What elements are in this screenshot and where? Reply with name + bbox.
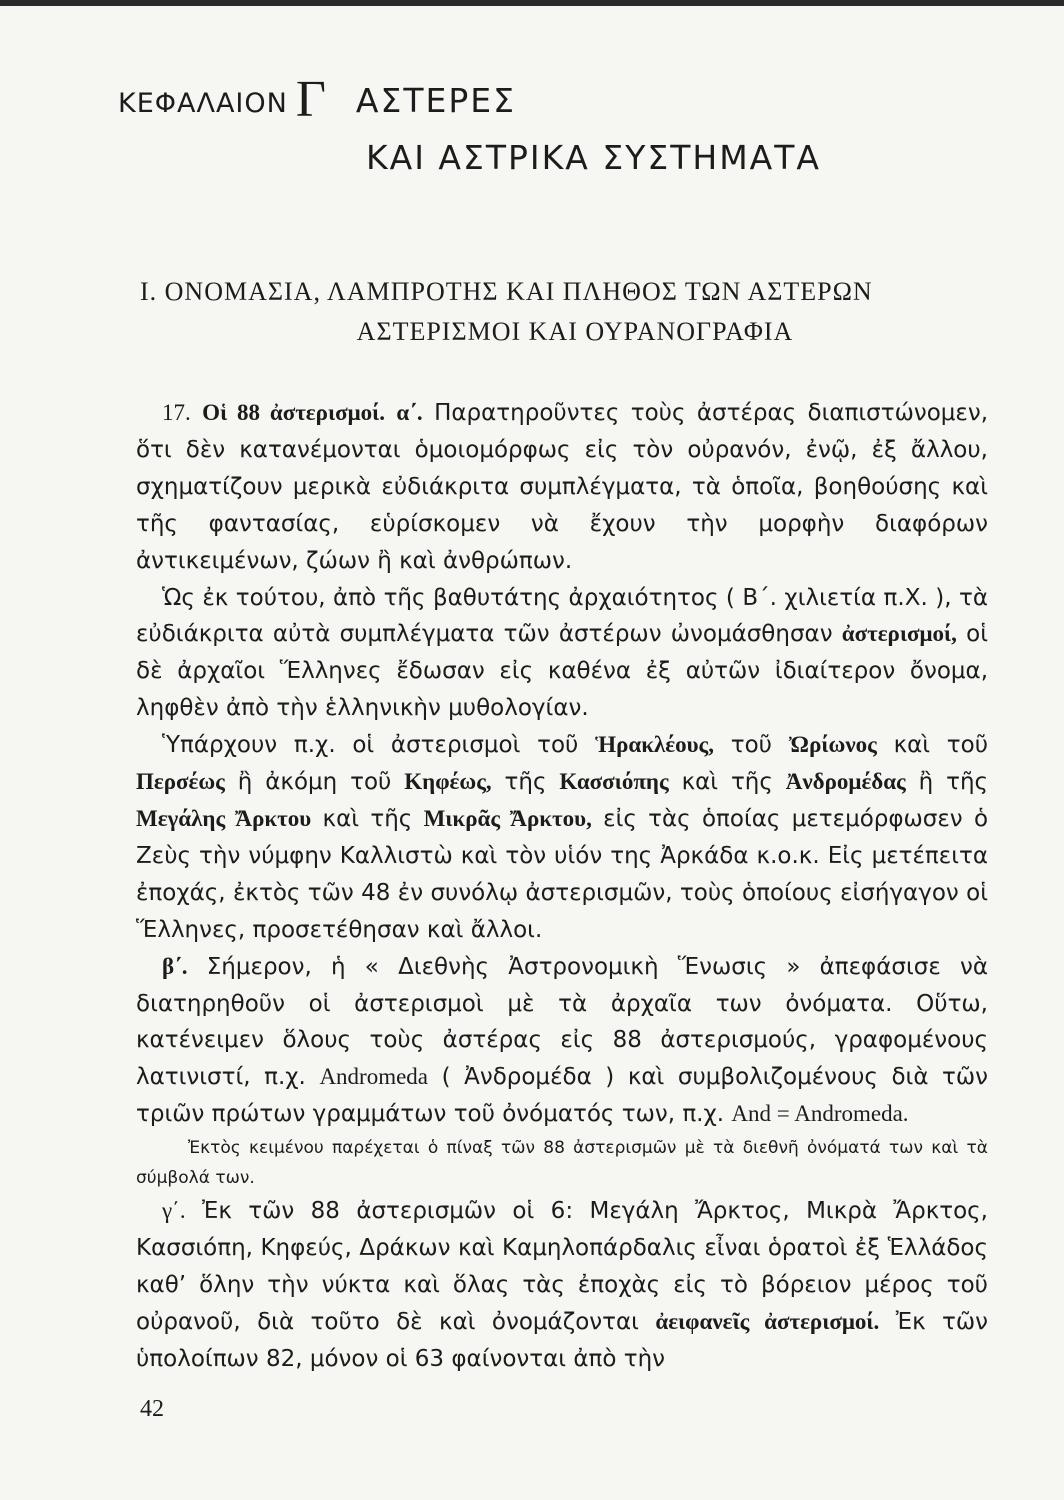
chapter-label: ΚΕΦΑΛΑΙΟΝ <box>118 88 288 119</box>
latin-term: Andromeda <box>319 1064 429 1090</box>
bold-term: Μικρᾶς Ἄρκτου, <box>423 805 592 831</box>
chapter-title-line1: ΑΣΤΕΡΕΣ <box>355 81 516 120</box>
table-note: Ἐκτὸς κειμένου παρέχεται ὁ πίναξ τῶν 88 ἀστερισμῶν μὲ τὰ διεθνῆ ὀνόματά των καὶ τὰ σύμβολά των. <box>136 1138 988 1189</box>
bold-term: Ἀνδρομέδας <box>785 769 906 795</box>
text-run: Ἐκ τῶν ὑπολοίπων 82, μόνον οἱ 63 φαίνονται ἀπὸ τὴν <box>136 1308 988 1372</box>
bold-term: ἀστερισμοί, <box>841 621 957 647</box>
bold-term: Μεγάλης Ἄρκτου <box>136 805 312 831</box>
paragraph-17-c <box>136 1193 988 1378</box>
bold-term: ἀειφανεῖς ἀστερισμοί. <box>655 1308 880 1334</box>
chapter-letter: Γ <box>295 71 326 128</box>
body-text <box>136 395 988 1378</box>
subsection-marker: α΄. <box>396 400 423 425</box>
page-number: 42 <box>140 1396 164 1422</box>
paragraph-text: Παρατηροῦντες τοὺς ἀστέρας διαπιστώνομεν, ὅτι δὲν κατανέμονται ὁμοιομόρφως εἰς τὸν οὐρανόν, ἐνῷ, ἐξ ἄλλου, σχηματίζουν μερικὰ εὐδιάκριτα συμπλέγματα, τὰ ὁποῖα, βοηθούσης καὶ τῆς φαντασίας, εὑρίσκομεν νὰ ἔχουν τὴν μορφὴν διαφόρων ἀντικειμένων, ζώων ἢ καὶ ἀνθρώπων. <box>136 400 989 574</box>
subsection-marker: β΄. <box>162 953 188 979</box>
text-run: εἰς τὰς ὁποίας μετεμόρφωσεν ὁ Ζεὺς τὴν νύμφην Καλλιστὼ καὶ τὸν υἱόν της Ἀρκάδα κ.ο.κ. Εἰς μετέπειτα ἐποχάς, ἐκτὸς τῶν 48 ἐν συνόλῳ ἀστερισμῶν, τοὺς ὁποίους εἰσήγαγον οἱ Ἕλληνες, προσετέθησαν καὶ ἄλλοι. <box>136 805 989 943</box>
bold-term: Ὠρίωνος <box>788 732 877 758</box>
paragraph-17-b <box>136 949 988 1134</box>
text-run: Ἐκ τῶν 88 ἀστερισμῶν οἱ 6: Μεγάλη Ἄρκτος, Μικρὰ Ἄρκτος, Κασσιόπη, Κηφεύς, Δράκων καὶ Καμηλοπάρδαλις εἶναι ὁρατοὶ ἐξ Ἑλλάδος καθ’ ὅλην τὴν νύκτα καὶ ὅλας τὰς ἐποχὰς εἰς τὸ βόρειον μέρος τοῦ οὐρανοῦ, διὰ τοῦτο δὲ καὶ ὀνομάζονται <box>136 1198 988 1335</box>
chapter-title-line2: ΚΑΙ ΑΣΤΡΙΚΑ ΣΥΣΤΗΜΑΤΑ <box>366 138 821 177</box>
text-run: τῆς <box>504 769 547 796</box>
paragraph-heading: Οἱ 88 ἀστερισμοί. <box>202 400 386 425</box>
text-run: Σήμερον, ἡ « Διεθνὴς Ἀστρονομικὴ Ἕνωσις » ἀπεφάσισε νὰ διατηρηθοῦν οἱ ἀστερισμοὶ μὲ τὰ ἀρχαῖα των ὀνόματα. Οὕτω, κατένειμεν ὅλους τοὺς ἀστέρας εἰς 88 ἀστερισμούς, γραφομένους λατινιστί, π.χ. <box>136 953 988 1091</box>
bold-term: Ἡρακλέους, <box>595 732 715 758</box>
bold-term: Κηφέως, <box>404 769 492 795</box>
subsection-marker: γ΄. <box>162 1198 186 1224</box>
text-run: τοῦ <box>730 732 772 759</box>
section-heading-line2: ΑΣΤΕΡΙΣΜΟΙ ΚΑΙ ΟΥΡΑΝΟΓΡΑΦΙΑ <box>356 317 794 346</box>
text-run: οἱ δὲ ἀρχαῖοι Ἕλληνες ἔδωσαν εἰς καθένα ἐξ αὐτῶν ἰδιαίτερον ὄνομα, ληφθὲν ἀπὸ τὴν ἑλληνικὴν μυθολογίαν. <box>136 621 988 722</box>
scan-top-edge <box>0 0 1064 6</box>
paragraph-constellations <box>136 727 988 948</box>
paragraph-number: 17. <box>162 400 191 425</box>
chapter-heading <box>118 70 516 129</box>
text-run: ( Ἀνδρομέδα ) καὶ συμβολιζομένους διὰ τῶν τριῶν πρώτων γραμμάτων τοῦ ὀνόματός των, π.χ. <box>136 1064 988 1128</box>
text-run: Ὡς ἐκ τούτου, ἀπὸ τῆς βαθυτάτης ἀρχαιότητος ( Β΄. χιλιετία π.Χ. ), τὰ εὐδιάκριτα αὐτὰ συμπλέγματα τῶν ἀστέρων ὠνομάσθησαν <box>136 584 988 648</box>
text-run: ἢ τῆς <box>918 769 989 796</box>
text-run: καὶ τῆς <box>681 769 773 796</box>
text-run: καὶ τῆς <box>322 805 413 832</box>
text-run: καὶ τοῦ <box>893 732 989 759</box>
text-run: ἢ ἀκόμη τοῦ <box>237 769 392 796</box>
paragraph-17-a <box>136 395 988 580</box>
bold-term: Περσέως <box>136 769 225 795</box>
section-heading-line1: I. ΟΝΟΜΑΣΙΑ, ΛΑΜΠΡΟΤΗΣ ΚΑΙ ΠΛΗΘΟΣ ΤΩΝ ΑΣΤΕΡΩΝ <box>140 277 873 306</box>
paragraph-antiquity <box>136 580 988 728</box>
latin-term: And = Andromeda. <box>731 1101 909 1127</box>
section-heading <box>140 272 970 352</box>
text-run: Ὑπάρχουν π.χ. οἱ ἀστερισμοὶ τοῦ <box>162 732 579 759</box>
bold-term: Κασσιόπης <box>559 769 669 795</box>
